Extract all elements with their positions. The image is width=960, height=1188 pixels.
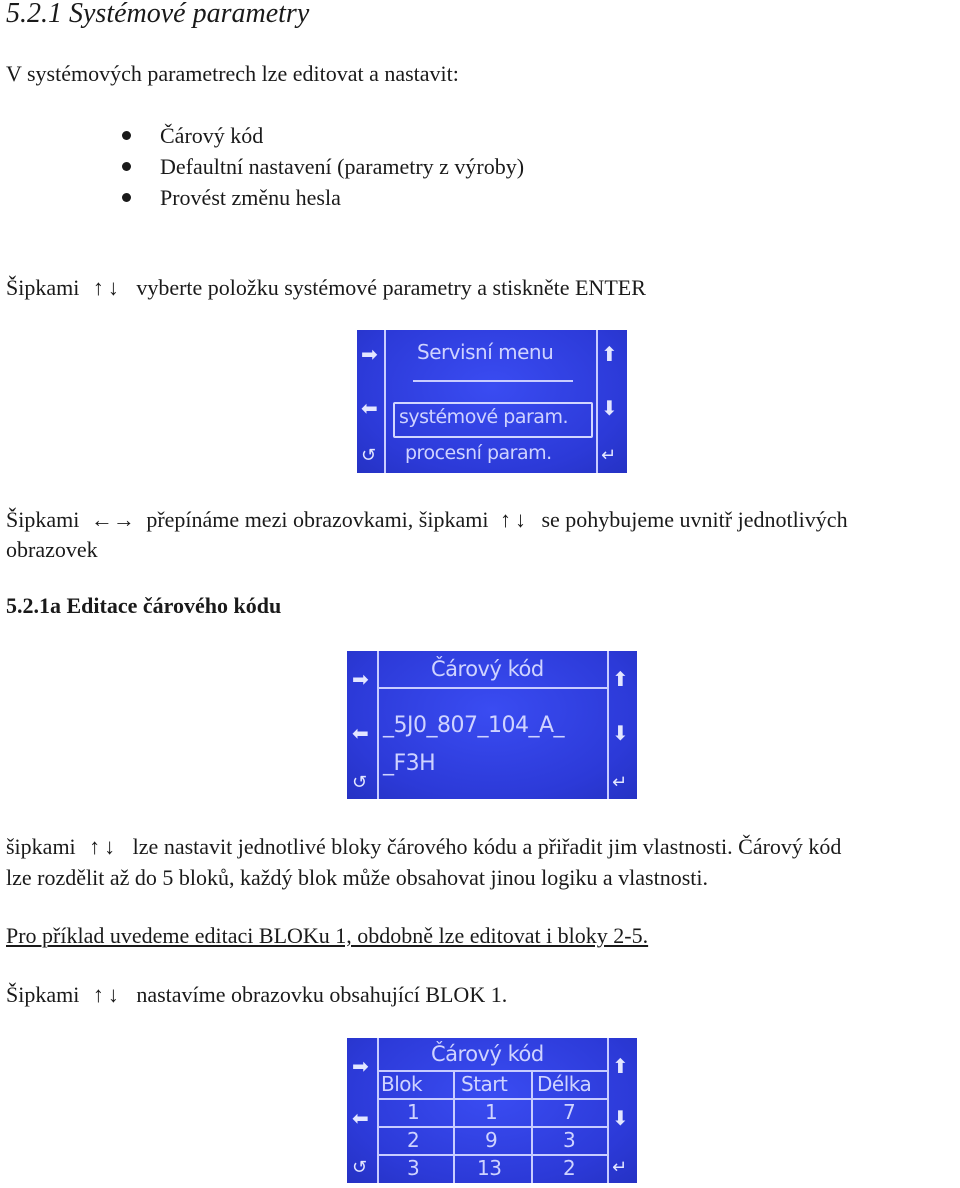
list-item: Čárový kód (120, 120, 524, 151)
arrow-right-icon: ➡ (361, 342, 378, 366)
paragraph-rest: lze nastavit jednotlivé bloky čárového kódu a přiřadit jim vlastnosti. Čárový kód (132, 834, 842, 859)
section-title: 5.2.1 Systémové parametry (6, 0, 310, 29)
table-cell: 7 (563, 1100, 576, 1124)
instruction-block (6, 981, 507, 1009)
arrow-down-icon: ⬇ (601, 396, 618, 420)
arrow-left-icon: ⬅ (352, 1106, 369, 1130)
table-cell: 2 (563, 1156, 576, 1180)
screen-title: Čárový kód (431, 657, 544, 681)
paragraph-blocks (6, 833, 841, 861)
arrow-up-icon: ⬆ (601, 342, 618, 366)
arrow-left-icon: ⬅ (352, 721, 369, 745)
list-item: Provést změnu hesla (120, 182, 524, 213)
back-icon: ↺ (352, 772, 368, 793)
screen-title: Čárový kód (431, 1042, 544, 1066)
table-cell: 3 (563, 1128, 576, 1152)
instruction-rest: vyberte položku systémové parametry a stiskněte ENTER (136, 275, 646, 300)
arrow-down-icon: ⬇ (612, 1106, 629, 1130)
arrow-up-icon: ⬆ (612, 667, 629, 691)
table-cell: 1 (407, 1100, 420, 1124)
up-down-arrows-icon: ↑↓ (89, 834, 120, 859)
up-down-arrows-icon: ↑↓ (92, 982, 123, 1007)
lcd-screen-servisni-menu (357, 330, 627, 473)
menu-item-system-params: systémové param. (399, 406, 568, 428)
up-down-arrows-icon: ↑↓ (499, 507, 530, 532)
instruction-navigate (6, 506, 848, 534)
up-down-arrows-icon: ↑↓ (92, 275, 123, 300)
instruction-word: Šipkami (6, 507, 80, 532)
menu-item-process-params: procesní param. (405, 442, 552, 464)
table-header-delka: Délka (537, 1072, 592, 1096)
table-header-start: Start (461, 1072, 508, 1096)
subsection-title: 5.2.1a Editace čárového kódu (6, 593, 282, 618)
instruction-rest: nastavíme obrazovku obsahující BLOK 1. (136, 982, 508, 1007)
example-text: Pro příklad uvedeme editaci BLOKu 1, obdobně lze editovat i bloky 2-5. (6, 923, 649, 948)
paragraph-blocks-line2: lze rozdělit až do 5 bloků, každý blok může obsahovat jinou logiku a vlastnosti. (6, 865, 709, 890)
instruction-word: Šipkami (6, 982, 80, 1007)
barcode-line-1: _5J0_807_104_A_ (383, 713, 565, 738)
table-cell: 3 (407, 1156, 420, 1180)
instruction-navigate-line2: obrazovek (6, 537, 98, 562)
instruction-rest: se pohybujeme uvnitř jednotlivých (541, 507, 848, 532)
table-header-blok: Blok (381, 1072, 423, 1096)
table-cell: 13 (477, 1156, 502, 1180)
arrow-left-icon: ⬅ (361, 396, 378, 420)
enter-icon: ↵ (601, 445, 617, 466)
list-item: Defaultní nastavení (parametry z výroby) (120, 151, 524, 182)
enter-icon: ↵ (612, 772, 628, 793)
arrow-down-icon: ⬇ (612, 721, 629, 745)
arrow-right-icon: ➡ (352, 1054, 369, 1078)
arrow-up-icon: ⬆ (612, 1054, 629, 1078)
table-cell: 1 (485, 1100, 498, 1124)
table-cell: 9 (485, 1128, 498, 1152)
arrow-right-icon: ➡ (352, 667, 369, 691)
intro-text: V systémových parametrech lze editovat a nastavit: (6, 61, 459, 86)
back-icon: ↺ (361, 445, 377, 466)
enter-icon: ↵ (612, 1157, 628, 1178)
instruction-select (6, 274, 646, 302)
instruction-word: šipkami (6, 834, 76, 859)
lcd-screen-barcode (347, 651, 637, 799)
instruction-word: Šipkami (6, 275, 80, 300)
table-cell: 2 (407, 1128, 420, 1152)
back-icon: ↺ (352, 1157, 368, 1178)
lcd-screen-block-table (347, 1038, 637, 1183)
left-right-arrows-icon: ←→ (90, 507, 135, 532)
barcode-line-2: _F3H (383, 751, 436, 776)
parameter-list (120, 120, 524, 213)
screen-title: Servisní menu (417, 340, 554, 364)
instruction-mid: přepínáme mezi obrazovkami, šipkami (146, 507, 489, 532)
